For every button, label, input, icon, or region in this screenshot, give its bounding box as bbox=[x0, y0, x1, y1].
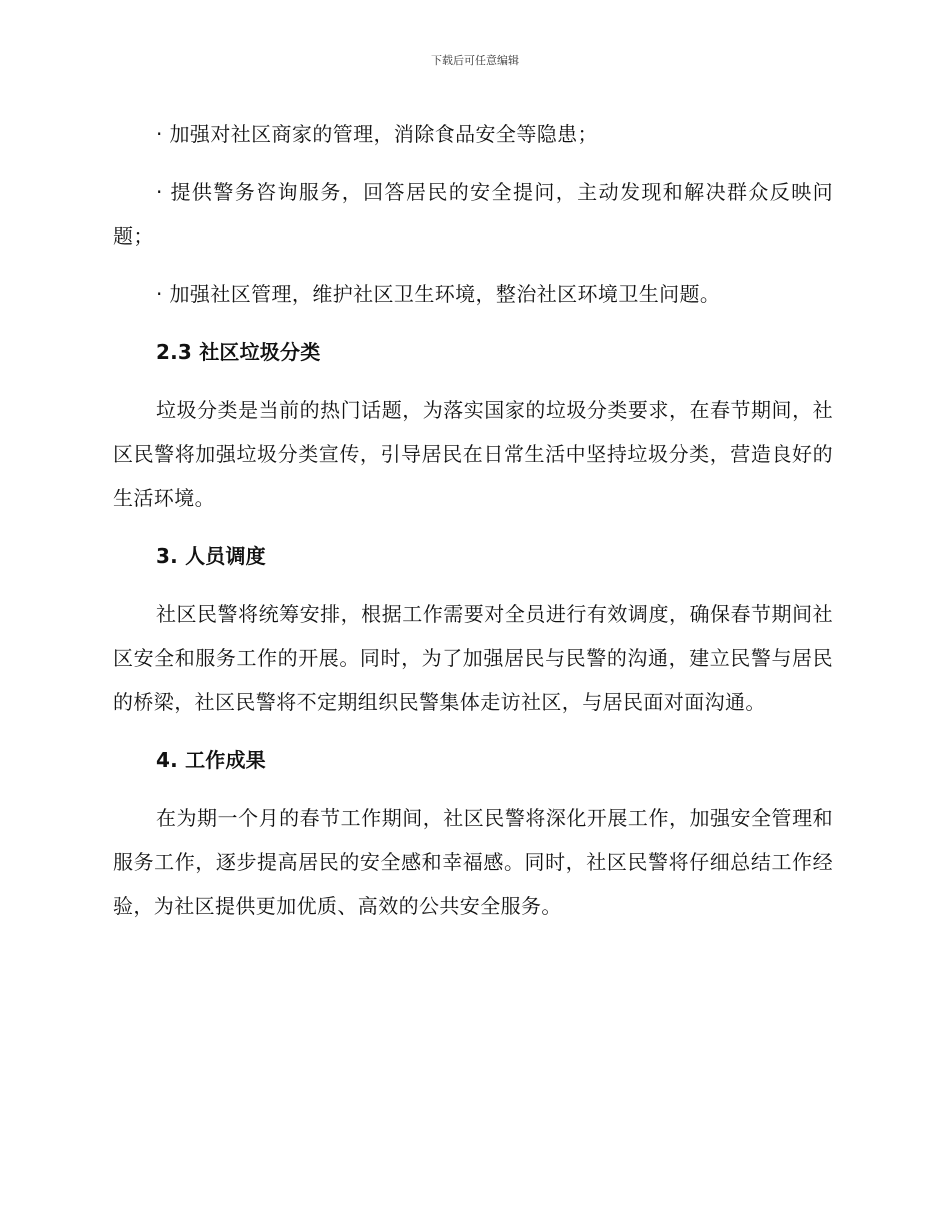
document-body bbox=[113, 112, 833, 928]
section-heading-garbage-sorting: 2.3 社区垃圾分类 bbox=[156, 340, 321, 364]
section-body-garbage-sorting: 垃圾分类是当前的热门话题，为落实国家的垃圾分类要求，在春节期间，社区民警将加强垃圾分类宣传，引导居民在日常生活中坚持垃圾分类，营造良好的生活环境。 bbox=[113, 398, 833, 510]
bullet-merchant-management: · 加强对社区商家的管理，消除食品安全等隐患； bbox=[156, 122, 598, 146]
section-heading-work-results: 4. 工作成果 bbox=[156, 748, 266, 772]
section-body-staff-scheduling: 社区民警将统筹安排，根据工作需要对全员进行有效调度，确保春节期间社区安全和服务工作的开展。同时，为了加强居民与民警的沟通，建立民警与居民的桥梁，社区民警将不定期组织民警集体走访社区，与居民面对面沟通。 bbox=[113, 602, 833, 714]
page-header-note: 下载后可任意编辑 bbox=[431, 54, 519, 67]
section-heading-staff-scheduling: 3. 人员调度 bbox=[156, 544, 266, 568]
bullet-community-hygiene: · 加强社区管理，维护社区卫生环境，整治社区环境卫生问题。 bbox=[156, 282, 721, 306]
bullet-police-consultation: · 提供警务咨询服务，回答居民的安全提问，主动发现和解决群众反映问题； bbox=[113, 180, 833, 248]
section-body-work-results: 在为期一个月的春节工作期间，社区民警将深化开展工作，加强安全管理和服务工作，逐步提高居民的安全感和幸福感。同时，社区民警将仔细总结工作经验，为社区提供更加优质、高效的公共安全服务。 bbox=[113, 806, 833, 918]
